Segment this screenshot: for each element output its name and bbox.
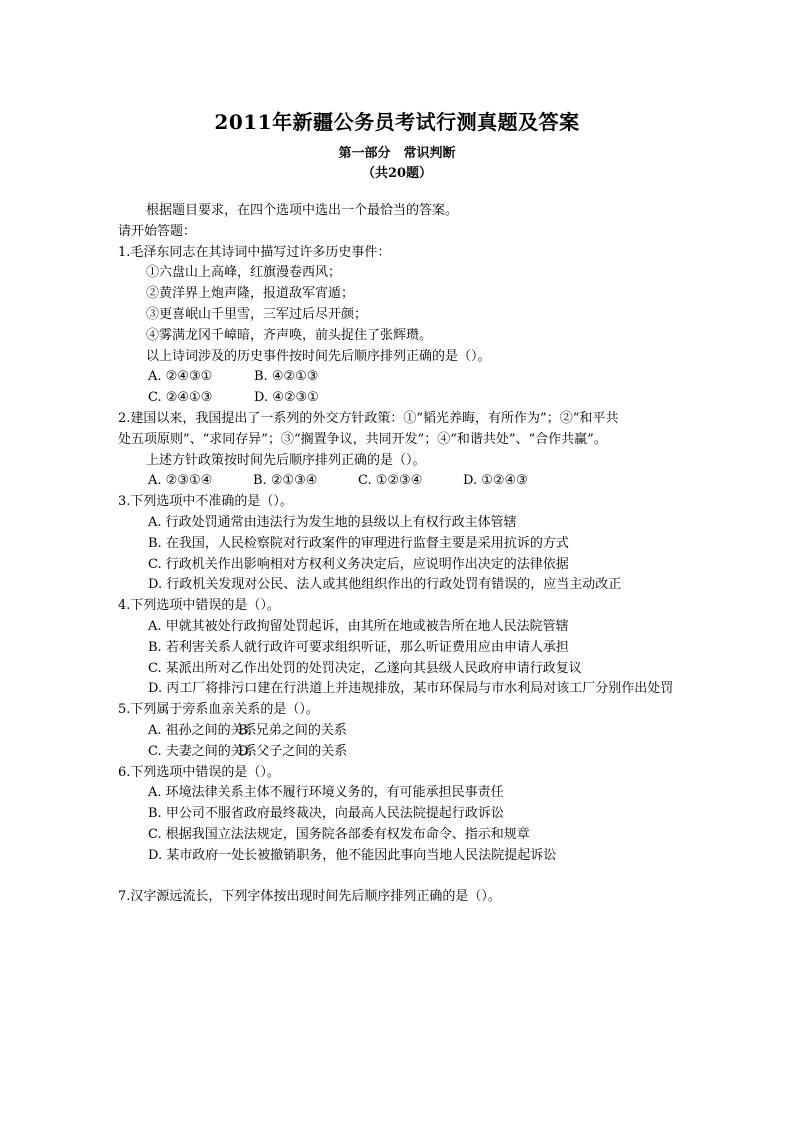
option-d: D. 父子之间的关系 — [238, 743, 348, 759]
instruction-text: 根据题目要求，在四个选项中选出一个最恰当的答案。 — [146, 203, 459, 218]
question-1-options-row-2 — [118, 388, 680, 409]
option-b: B. 若利害关系人就行政许可要求组织听证，那么听证费用应由申请人承担 — [148, 639, 569, 655]
option-b: B. ②①③④ — [253, 473, 318, 489]
question-2-stem-cont: 处五项原则”、“求同存异”；③“搁置争议，共同开发”；④“和谐共处”、“合作共赢”。 — [118, 431, 607, 447]
question-1-prompt: 以上诗词涉及的历史事件按时间先后顺序排列正确的是（）。 — [146, 348, 491, 364]
option-a: A. 环境法律关系主体不履行环境义务的，有可能承担民事责任 — [148, 785, 504, 801]
start-label: 请开始答题： — [118, 223, 197, 239]
question-5-stem: 5.下列属于旁系血亲关系的是（）。 — [118, 702, 319, 718]
option-a: A. ②③①④ — [148, 473, 213, 489]
question-5-options-row-2 — [118, 742, 680, 763]
question-6-stem: 6.下列选项中错误的是（）。 — [118, 764, 280, 780]
section-heading: 第一部分 常识判断 — [338, 146, 456, 161]
option-c: C. 某派出所对乙作出处罚的处罚决定，乙遂向其县级人民政府申请行政复议 — [148, 660, 582, 676]
option-a: A. ②④③① — [148, 369, 213, 385]
option-d: D. 某市政府一处长被撤销职务，他不能因此事向当地人民法院提起诉讼 — [148, 847, 557, 863]
poem-line: ②黄洋界上炮声隆，报道敌军宵遁； — [146, 286, 355, 302]
option-d: D. 丙工厂将排污口建在行洪道上并违规排放，某市环保局与市水利局对该工厂分别作出处罚 — [148, 681, 674, 697]
option-c: C. ②④①③ — [148, 390, 213, 406]
poem-line: ③更喜岷山千里雪，三军过后尽开颜； — [146, 306, 368, 322]
question-3-stem: 3.下列选项中不准确的是（）。 — [118, 494, 293, 510]
question-5-options-row-1 — [118, 721, 680, 742]
question-list — [118, 201, 680, 908]
poem-line: ①六盘山上高峰，红旗漫卷西风； — [146, 265, 342, 281]
option-c: C. 夫妻之间的关系 — [148, 743, 257, 759]
option-b: B. 甲公司不服省政府最终裁决，向最高人民法院提起行政诉讼 — [148, 806, 504, 822]
option-c: C. 根据我国立法法规定，国务院各部委有权发布命令、指示和规章 — [148, 826, 530, 842]
question-2-options — [118, 471, 680, 492]
question-7-stem: 7.汉字源远流长，下列字体按出现时间先后顺序排列正确的是（）。 — [118, 889, 501, 905]
question-1-stem: 1.毛泽东同志在其诗词中描写过许多历史事件： — [118, 244, 391, 260]
page-title: 2011年新疆公务员考试行测真题及答案 — [214, 110, 580, 134]
question-2-stem: 2.建国以来，我国提出了一系列的外交方针政策：①“韬光养晦，有所作为”；②“和平共 — [118, 410, 619, 426]
poem-line: ④雾满龙冈千嶂暗，齐声唤，前头捉住了张辉瓒。 — [146, 327, 433, 343]
option-d: D. 行政机关发现对公民、法人或其他组织作出的行政处罚有错误的，应当主动改正 — [148, 577, 622, 593]
option-a: A. 行政处罚通常由违法行为发生地的县级以上有权行政主体管辖 — [148, 514, 517, 530]
question-1-options-row-1 — [118, 367, 680, 388]
question-2-prompt: 上述方针政策按时间先后顺序排列正确的是（）。 — [146, 452, 426, 468]
option-c: C. 行政机关作出影响相对方权利义务决定后，应说明作出决定的法律依据 — [148, 556, 569, 572]
option-b: B. ④②①③ — [254, 369, 319, 385]
option-d: D. ④②③① — [254, 390, 319, 406]
question-count: （共20题） — [361, 166, 433, 181]
option-d: D. ①②④③ — [463, 473, 528, 489]
question-4-stem: 4.下列选项中错误的是（）。 — [118, 598, 280, 614]
option-b: B. 在我国，人民检察院对行政案件的审理进行监督主要是采用抗诉的方式 — [148, 535, 569, 551]
option-c: C. ①②③④ — [358, 473, 423, 489]
spacer — [118, 867, 680, 888]
option-a: A. 祖孙之间的关系 — [148, 722, 257, 738]
option-b: B. 兄弟之间的关系 — [238, 722, 347, 738]
option-a: A. 甲就其被处行政拘留处罚起诉，由其所在地或被告所在地人民法院管辖 — [148, 618, 569, 634]
